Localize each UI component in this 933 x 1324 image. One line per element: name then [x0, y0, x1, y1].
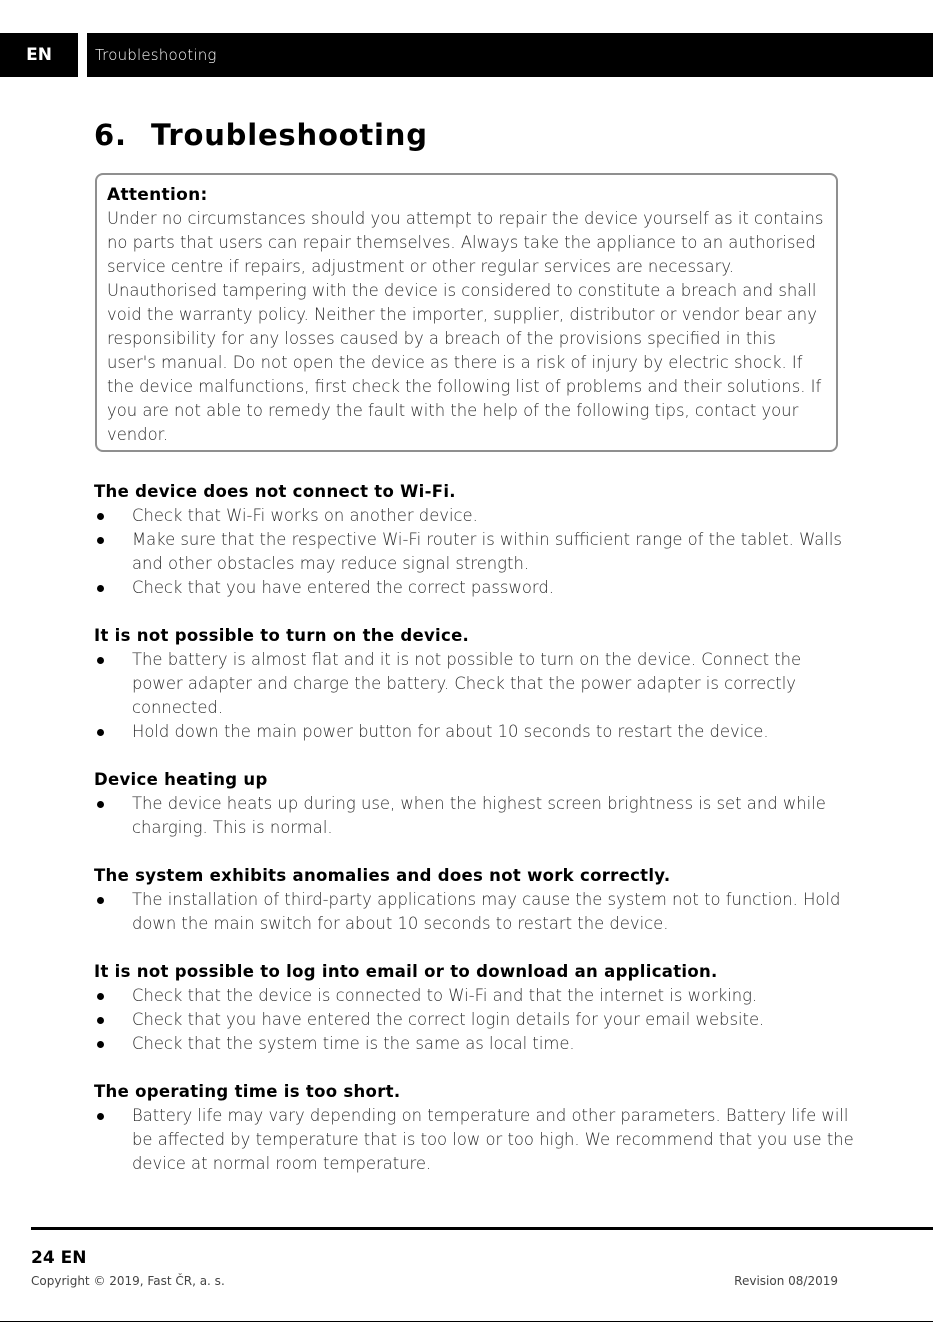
issue-section: [94, 864, 854, 936]
list-item-text: Check that the device is connected to Wi-Fi and that the internet is working.: [132, 986, 758, 1005]
header-bar: [0, 33, 933, 77]
bullet-icon: [97, 729, 104, 736]
issue-solutions: [94, 984, 854, 1056]
bullet-icon: [97, 993, 104, 1000]
bullet-icon: [97, 1017, 104, 1024]
list-item: [94, 984, 854, 1008]
issue-section: [94, 768, 854, 840]
list-item: [94, 648, 854, 720]
issue-heading: It is not possible to log into email or to download an application.: [94, 962, 718, 981]
bullet-icon: [97, 537, 104, 544]
issue-solutions: [94, 1104, 854, 1176]
list-item-text: Check that the system time is the same as local time.: [132, 1034, 575, 1053]
language-tag: EN: [26, 45, 52, 65]
list-item: [94, 528, 854, 576]
list-item: [94, 1032, 854, 1056]
list-item: [94, 888, 854, 936]
bullet-icon: [97, 585, 104, 592]
list-item-text: The device heats up during use, when the highest screen brightness is set and while charging. This is normal.: [132, 794, 826, 837]
list-item-text: Check that Wi-Fi works on another device.: [132, 506, 478, 525]
revision-text: Revision 08/2019: [734, 1274, 838, 1288]
issue-solutions: [94, 888, 854, 936]
header-section-title: Troubleshooting: [95, 46, 217, 64]
attention-heading: Attention:: [107, 185, 208, 205]
list-item-text: Make sure that the respective Wi-Fi router is within sufficient range of the tablet. Walls and other obstacles may reduce signal strength.: [132, 530, 842, 573]
bullet-icon: [97, 1041, 104, 1048]
bullet-icon: [97, 513, 104, 520]
page-bottom-line: [0, 1321, 933, 1322]
attention-box: [95, 173, 838, 452]
header-divider: [78, 33, 87, 77]
issue-solutions: [94, 648, 854, 744]
list-item-text: Hold down the main power button for about 10 seconds to restart the device.: [132, 722, 769, 741]
bullet-icon: [97, 897, 104, 904]
bullet-icon: [97, 1113, 104, 1120]
page-title: [94, 118, 428, 152]
bullet-icon: [97, 657, 104, 664]
list-item-text: The installation of third-party applications may cause the system not to function. Hold down the main switch for about 10 seconds to restart the device.: [132, 890, 841, 933]
issue-section: [94, 480, 854, 600]
copyright-text: Copyright © 2019, Fast ČR, a. s.: [31, 1274, 225, 1288]
attention-text: Under no circumstances should you attempt to repair the device yourself as it contains no parts that users can repair themselves. Always take the appliance to an authorised service centre if repairs, adjustment or other regular services are necessary. Unauthorised tampering with the device is considered to constitute a breach and shall void the warranty policy. Neither the importer, supplier, distributor or vendor bear any responsibility for any losses caused by a breach of the provisions specified in this user's manual. Do not open the device as there is a risk of injury by electric shock. If the device malfunctions, first check the following list of problems and their solutions. If you are not able to remedy the fault with the help of the following tips, contact your vendor.: [107, 209, 824, 444]
issue-heading: The device does not connect to Wi-Fi.: [94, 482, 456, 501]
issue-section: [94, 1080, 854, 1176]
list-item: [94, 504, 854, 528]
footer-divider: [31, 1227, 933, 1230]
issue-section: [94, 960, 854, 1056]
issue-solutions: [94, 792, 854, 840]
issue-heading: It is not possible to turn on the device.: [94, 626, 470, 645]
bullet-icon: [97, 801, 104, 808]
list-item: [94, 792, 854, 840]
list-item: [94, 576, 854, 600]
list-item: [94, 720, 854, 744]
list-item: [94, 1104, 854, 1176]
issue-solutions: [94, 504, 854, 600]
issue-heading: The operating time is too short.: [94, 1082, 401, 1101]
issue-section: [94, 624, 854, 744]
page-number: 24 EN: [31, 1248, 87, 1268]
list-item-text: Check that you have entered the correct password.: [132, 578, 554, 597]
list-item-text: Check that you have entered the correct login details for your email website.: [132, 1010, 765, 1029]
section-number: 6.: [94, 118, 127, 152]
section-title-text: Troubleshooting: [151, 118, 428, 152]
list-item-text: The battery is almost flat and it is not possible to turn on the device. Connect the power adapter and charge the battery. Check that the power adapter is correctly connected.: [132, 650, 802, 717]
list-item: [94, 1008, 854, 1032]
issue-heading: The system exhibits anomalies and does not work correctly.: [94, 866, 671, 885]
troubleshooting-list: [94, 480, 854, 1200]
issue-heading: Device heating up: [94, 770, 268, 789]
list-item-text: Battery life may vary depending on temperature and other parameters. Battery life will be affected by temperature that is too low or too high. We recommend that you use the device at normal room temperature.: [132, 1106, 854, 1173]
